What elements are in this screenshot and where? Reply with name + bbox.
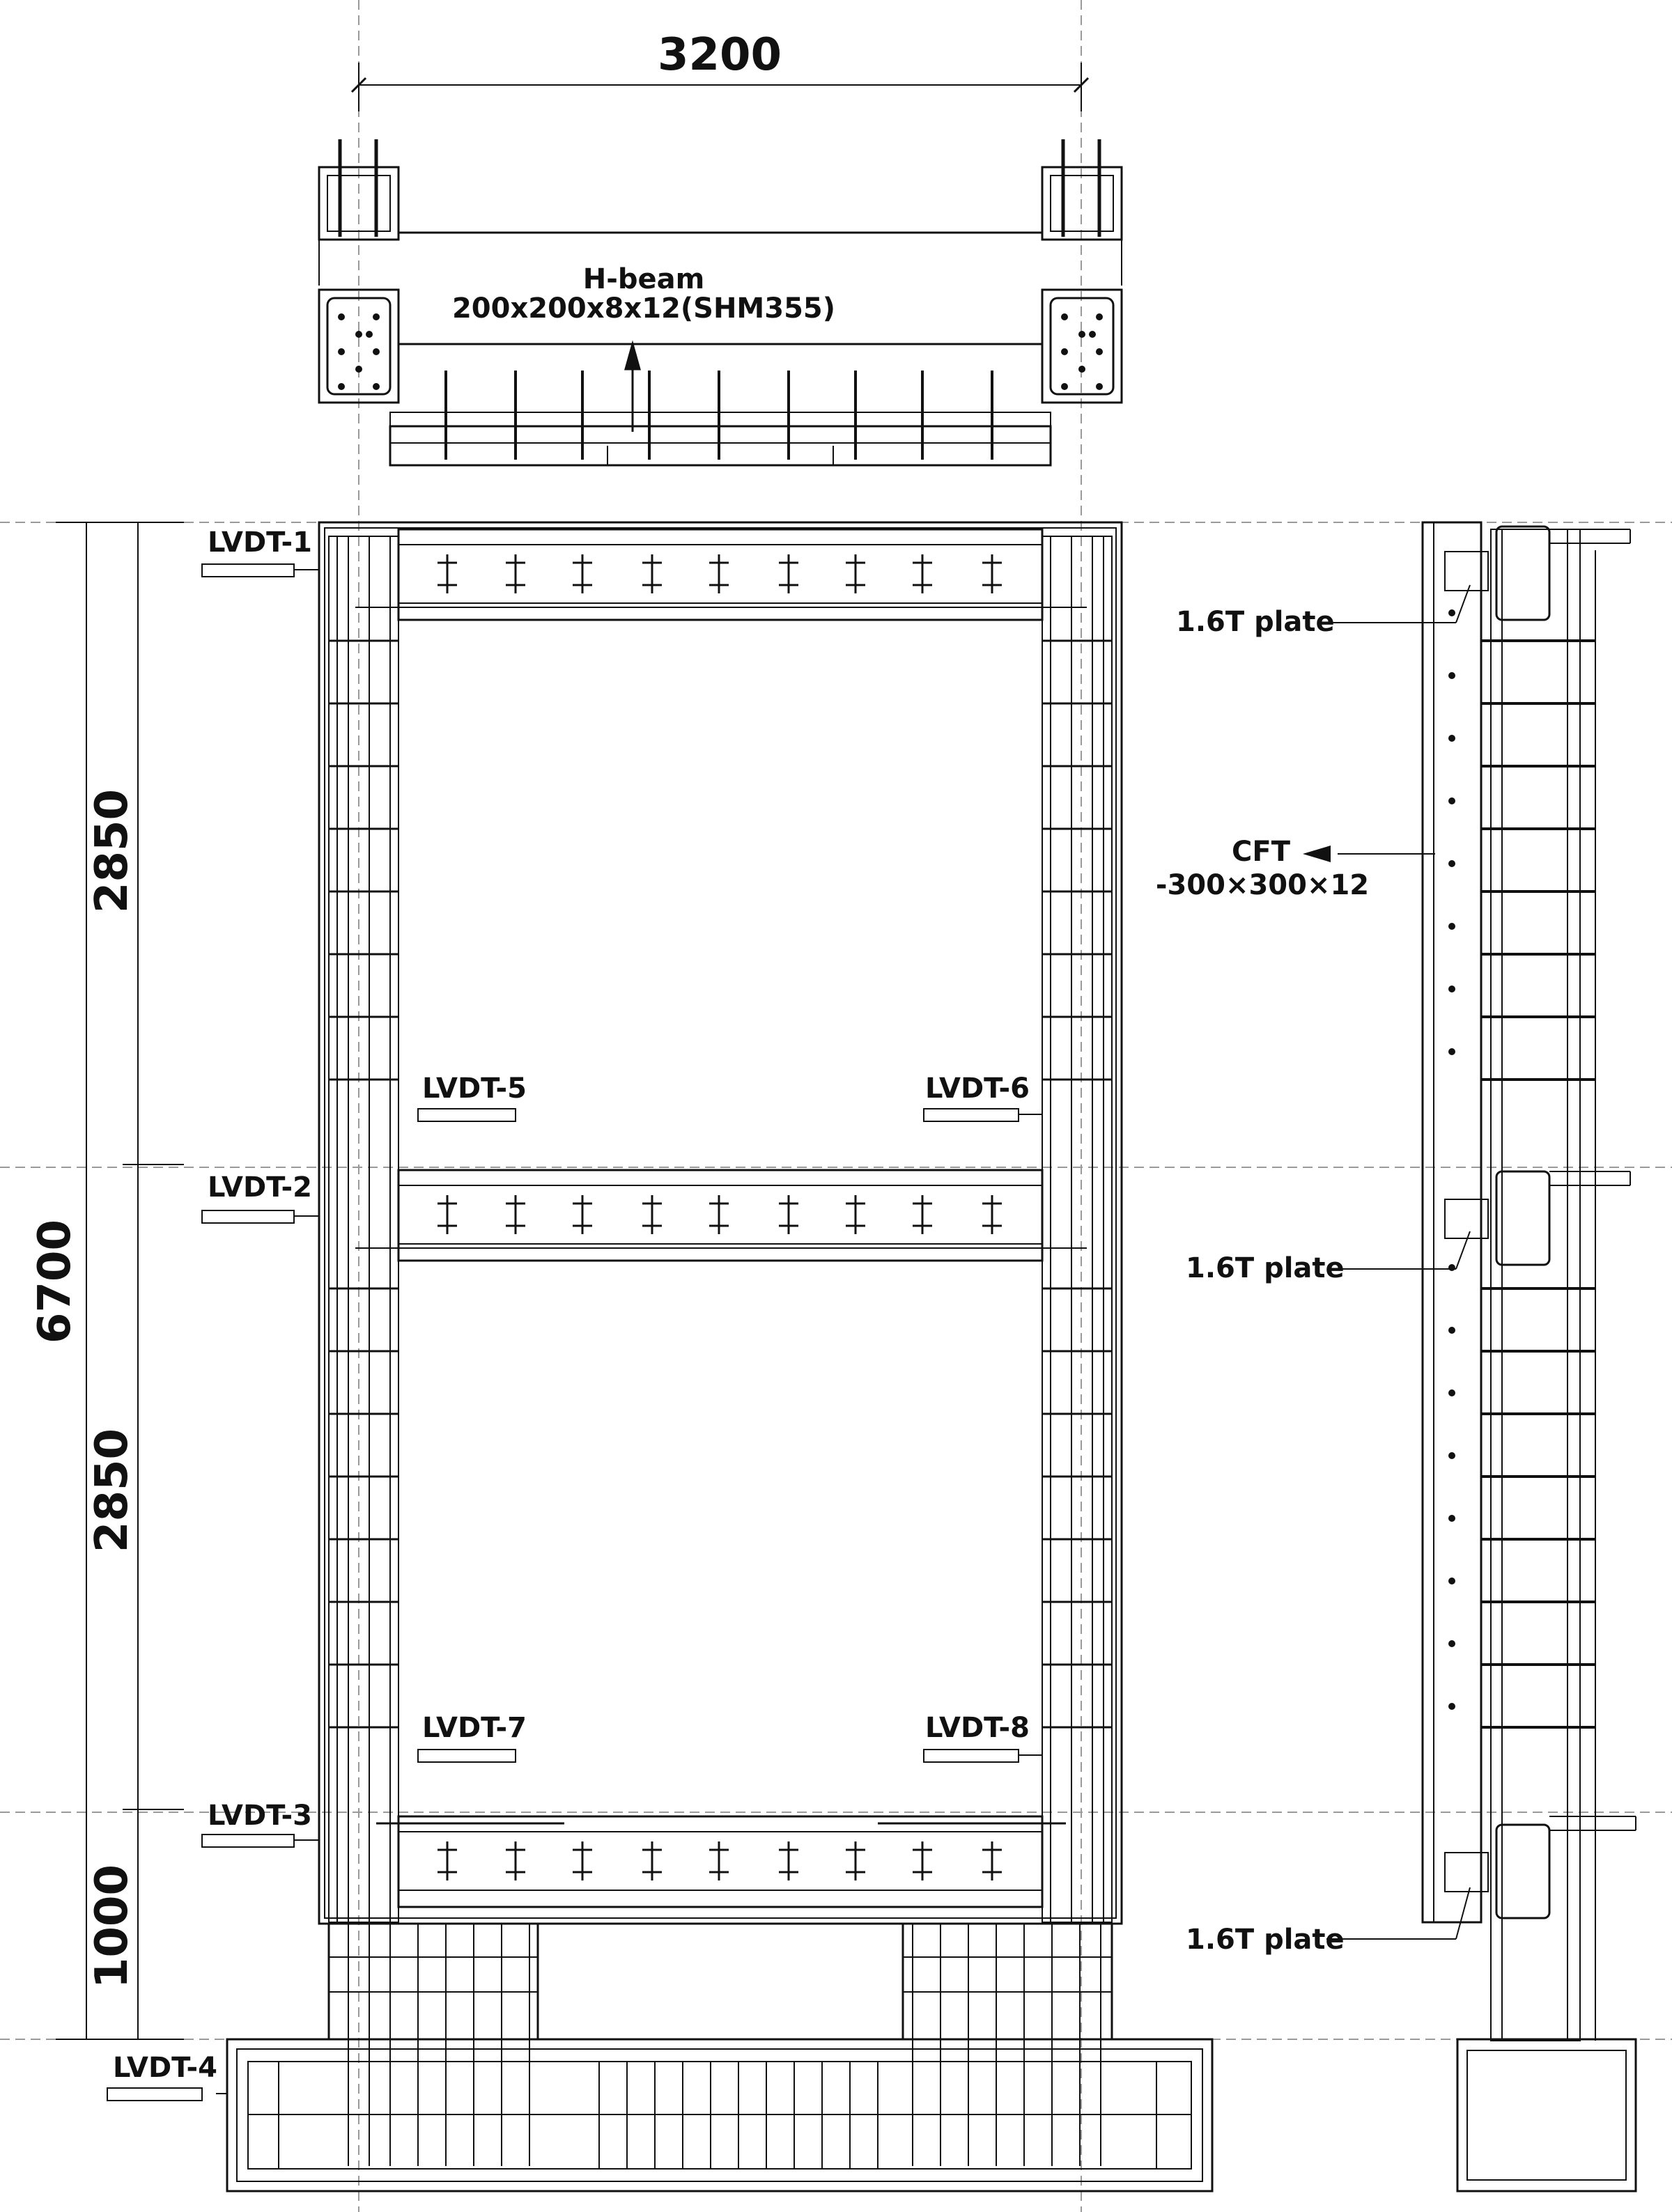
plate-label-bottom: 1.6T plate [1186, 1924, 1345, 1956]
beam-roof [355, 529, 1087, 620]
cft-title: CFT [1232, 836, 1290, 868]
h-beam-title: H-beam [582, 263, 705, 295]
lvdt-tags [107, 564, 1019, 2101]
lvdt-3-label: LVDT-3 [208, 1800, 312, 1832]
total-height-dimension: 6700 [29, 1219, 81, 1344]
cft-arrowhead [1303, 846, 1331, 862]
side-elevation [1423, 522, 1636, 2191]
lvdt-2-label: LVDT-2 [208, 1171, 312, 1204]
beam-floor-1 [376, 1816, 1066, 1907]
base-dimension: 1000 [86, 1864, 138, 1989]
lvdt-1-label: LVDT-1 [208, 527, 312, 559]
h-beam-spec: 200x200x8x12(SHM355) [451, 293, 836, 325]
story-1-dimension: 2850 [86, 1428, 138, 1553]
lvdt-6-label: LVDT-6 [925, 1073, 1030, 1105]
elevation-frame [227, 522, 1212, 2191]
plate-label-top: 1.6T plate [1176, 606, 1335, 638]
plan-view [319, 63, 1122, 465]
span-dimension: 3200 [657, 29, 782, 81]
story-2-dimension: 2850 [86, 788, 138, 914]
lvdt-4-label: LVDT-4 [113, 2052, 217, 2084]
cft-spec: -300×300×12 [1155, 869, 1370, 901]
lvdt-5-label: LVDT-5 [422, 1073, 527, 1105]
plate-label-mid: 1.6T plate [1186, 1252, 1345, 1284]
beam-floor-2 [355, 1170, 1087, 1261]
side-column-dots [1448, 609, 1455, 1710]
leader-lines [216, 570, 1470, 2094]
lvdt-7-label: LVDT-7 [422, 1712, 527, 1744]
lvdt-8-label: LVDT-8 [925, 1712, 1030, 1744]
